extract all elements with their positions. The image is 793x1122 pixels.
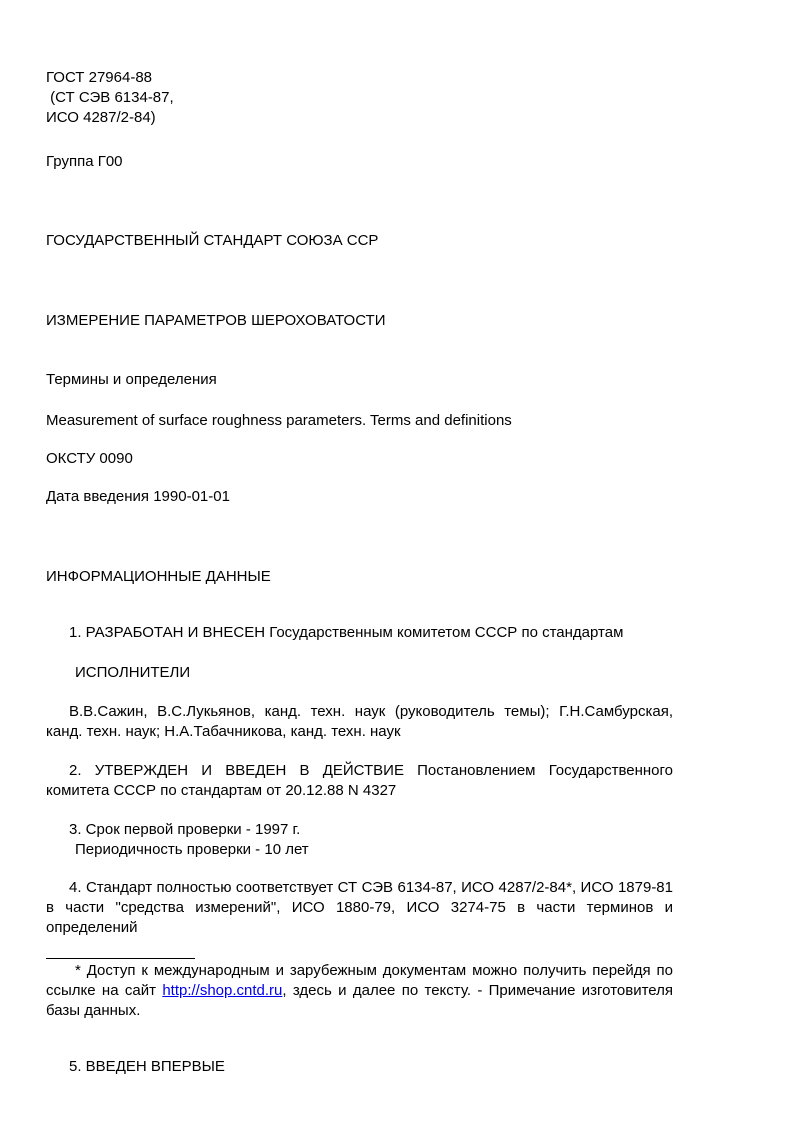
document-subtitle: Термины и определения (46, 371, 217, 388)
info-item-1-performers: ИСПОЛНИТЕЛИ (75, 664, 191, 681)
info-item-3-periodicity: Периодичность проверки - 10 лет (75, 841, 309, 858)
english-title: Measurement of surface roughness parameters. Terms and definitions (46, 412, 512, 429)
state-standard-title: ГОСУДАРСТВЕННЫЙ СТАНДАРТ СОЮЗА ССР (46, 232, 379, 249)
info-heading: ИНФОРМАЦИОННЫЕ ДАННЫЕ (46, 568, 271, 585)
info-item-1: 1. РАЗРАБОТАН И ВНЕСЕН Государственным комитетом СССР по стандартам (69, 624, 624, 641)
info-item-2: 2. УТВЕРЖДЕН И ВВЕДЕН В ДЕЙСТВИЕ Постановлением Государственного комитета СССР по стандартам от 20.12.88 N 4327 (46, 762, 673, 799)
document-main-title: ИЗМЕРЕНИЕ ПАРАМЕТРОВ ШЕРОХОВАТОСТИ (46, 312, 386, 329)
footnote-text-before: * Доступ к международным и зарубежным документам можно получить перейдя по ссылке на сайт (46, 962, 673, 999)
info-item-4: 4. Стандарт полностью соответствует СТ СЭВ 6134-87, ИСО 4287/2-84*, ИСО 1879-81 в части "средства измерений", ИСО 1880-79, ИСО 3274-75 в части терминов и определений (46, 879, 673, 936)
info-item-5: 5. ВВЕДЕН ВПЕРВЫЕ (69, 1058, 225, 1075)
footnote-separator (46, 958, 195, 959)
info-item-3: 3. Срок первой проверки - 1997 г. (69, 821, 301, 838)
standard-equivalent-2: ИСО 4287/2-84) (46, 109, 156, 126)
footnote (46, 961, 673, 1021)
standard-header (46, 68, 673, 128)
info-authors: В.В.Сажин, В.С.Лукьянов, канд. техн. наук (руководитель темы); Г.Н.Самбурская, канд. техн. наук; Н.А.Табачникова, канд. техн. наук (46, 703, 673, 740)
footnote-text-after: , здесь и далее по тексту. - Примечание изготовителя базы данных. (46, 982, 674, 1019)
oksty-code: ОКСТУ 0090 (46, 450, 133, 467)
standard-group: Группа Г00 (46, 153, 123, 170)
standard-equivalent-1: (СТ СЭВ 6134-87, (46, 89, 174, 106)
introduction-date: Дата введения 1990-01-01 (46, 488, 230, 505)
standard-designation: ГОСТ 27964-88 (46, 69, 153, 86)
footnote-link[interactable]: http://shop.cntd.ru (162, 982, 283, 999)
